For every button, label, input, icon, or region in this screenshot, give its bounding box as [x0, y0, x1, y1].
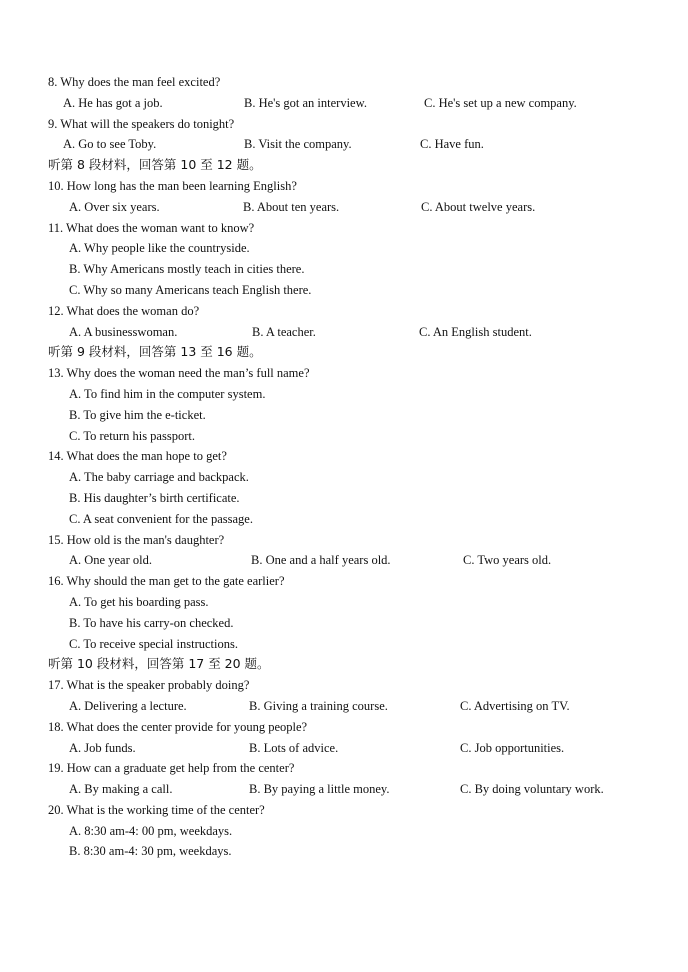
question-18: 18. What does the center provide for young people? [48, 719, 308, 734]
question-14: 14. What does the man hope to get? [48, 449, 227, 464]
option-c: C. Advertising on TV. [460, 698, 570, 713]
option-b: B. About ten years. [243, 199, 340, 214]
question-8-options [0, 93, 688, 114]
option-c: C. Why so many Americans teach English there. [69, 282, 312, 297]
section-heading-9: 听第 9 段材料，回答第 13 至 16 题。 [48, 344, 262, 360]
option-a: A. Delivering a lecture. [69, 698, 187, 713]
question-9-options [0, 134, 688, 155]
option-a: A. Go to see Toby. [63, 137, 157, 152]
option-b: B. To have his carry-on checked. [69, 615, 234, 630]
question-16: 16. Why should the man get to the gate earlier? [48, 574, 285, 589]
option-b: B. Giving a training course. [249, 698, 388, 713]
option-b: B. Why Americans mostly teach in cities there. [69, 262, 305, 277]
option-a: A. 8:30 am-4: 00 pm, weekdays. [69, 823, 233, 838]
option-b: B. He's got an interview. [244, 95, 367, 110]
question-8: 8. Why does the man feel excited? [48, 75, 221, 89]
option-a: A. Why people like the countryside. [69, 241, 250, 256]
option-a: A. The baby carriage and backpack. [69, 470, 249, 485]
option-a: A. A businesswoman. [69, 324, 178, 339]
option-b: B. By paying a little money. [249, 782, 390, 797]
option-b: B. Visit the company. [244, 137, 352, 152]
question-12-options [0, 322, 688, 343]
option-b: B. One and a half years old. [251, 553, 391, 568]
question-11: 11. What does the woman want to know? [48, 220, 255, 235]
option-c: C. To receive special instructions. [69, 636, 238, 651]
option-b: B. A teacher. [252, 324, 316, 339]
option-a: A. To find him in the computer system. [69, 386, 266, 401]
question-19: 19. How can a graduate get help from the center? [48, 761, 295, 776]
option-a: A. He has got a job. [63, 95, 163, 110]
exam-page [0, 72, 688, 862]
option-c: C. By doing voluntary work. [460, 782, 604, 797]
question-10-options [0, 197, 688, 218]
question-20: 20. What is the working time of the center? [48, 802, 265, 817]
option-a: A. Over six years. [69, 199, 160, 214]
option-c: C. To return his passport. [69, 428, 195, 443]
option-c: C. An English student. [419, 324, 532, 339]
option-a: A. Job funds. [69, 740, 136, 755]
question-17: 17. What is the speaker probably doing? [48, 678, 250, 693]
option-c: C. Job opportunities. [460, 740, 565, 755]
question-12: 12. What does the woman do? [48, 303, 200, 318]
option-b: B. Lots of advice. [249, 740, 339, 755]
option-b: B. 8:30 am-4: 30 pm, weekdays. [69, 844, 232, 859]
option-a: A. One year old. [69, 553, 152, 568]
question-15-options [0, 550, 688, 571]
option-c: C. Have fun. [420, 137, 484, 152]
question-15: 15. How old is the man's daughter? [48, 532, 225, 547]
option-c: C. He's set up a new company. [424, 95, 577, 110]
section-heading-10: 听第 10 段材料，回答第 17 至 20 题。 [48, 656, 270, 672]
option-a: A. To get his boarding pass. [69, 594, 209, 609]
question-13: 13. Why does the woman need the man’s full name? [48, 366, 310, 381]
option-b: B. To give him the e-ticket. [69, 407, 206, 422]
option-c: C. Two years old. [463, 553, 552, 568]
question-19-options [0, 779, 688, 800]
question-9: 9. What will the speakers do tonight? [48, 116, 235, 131]
option-c: C. A seat convenient for the passage. [69, 511, 253, 526]
option-b: B. His daughter’s birth certificate. [69, 490, 240, 505]
question-17-options [0, 696, 688, 717]
option-a: A. By making a call. [69, 782, 173, 797]
section-heading-8: 听第 8 段材料，回答第 10 至 12 题。 [48, 157, 262, 173]
question-18-options [0, 738, 688, 759]
option-c: C. About twelve years. [421, 199, 536, 214]
question-10: 10. How long has the man been learning English? [48, 178, 297, 193]
